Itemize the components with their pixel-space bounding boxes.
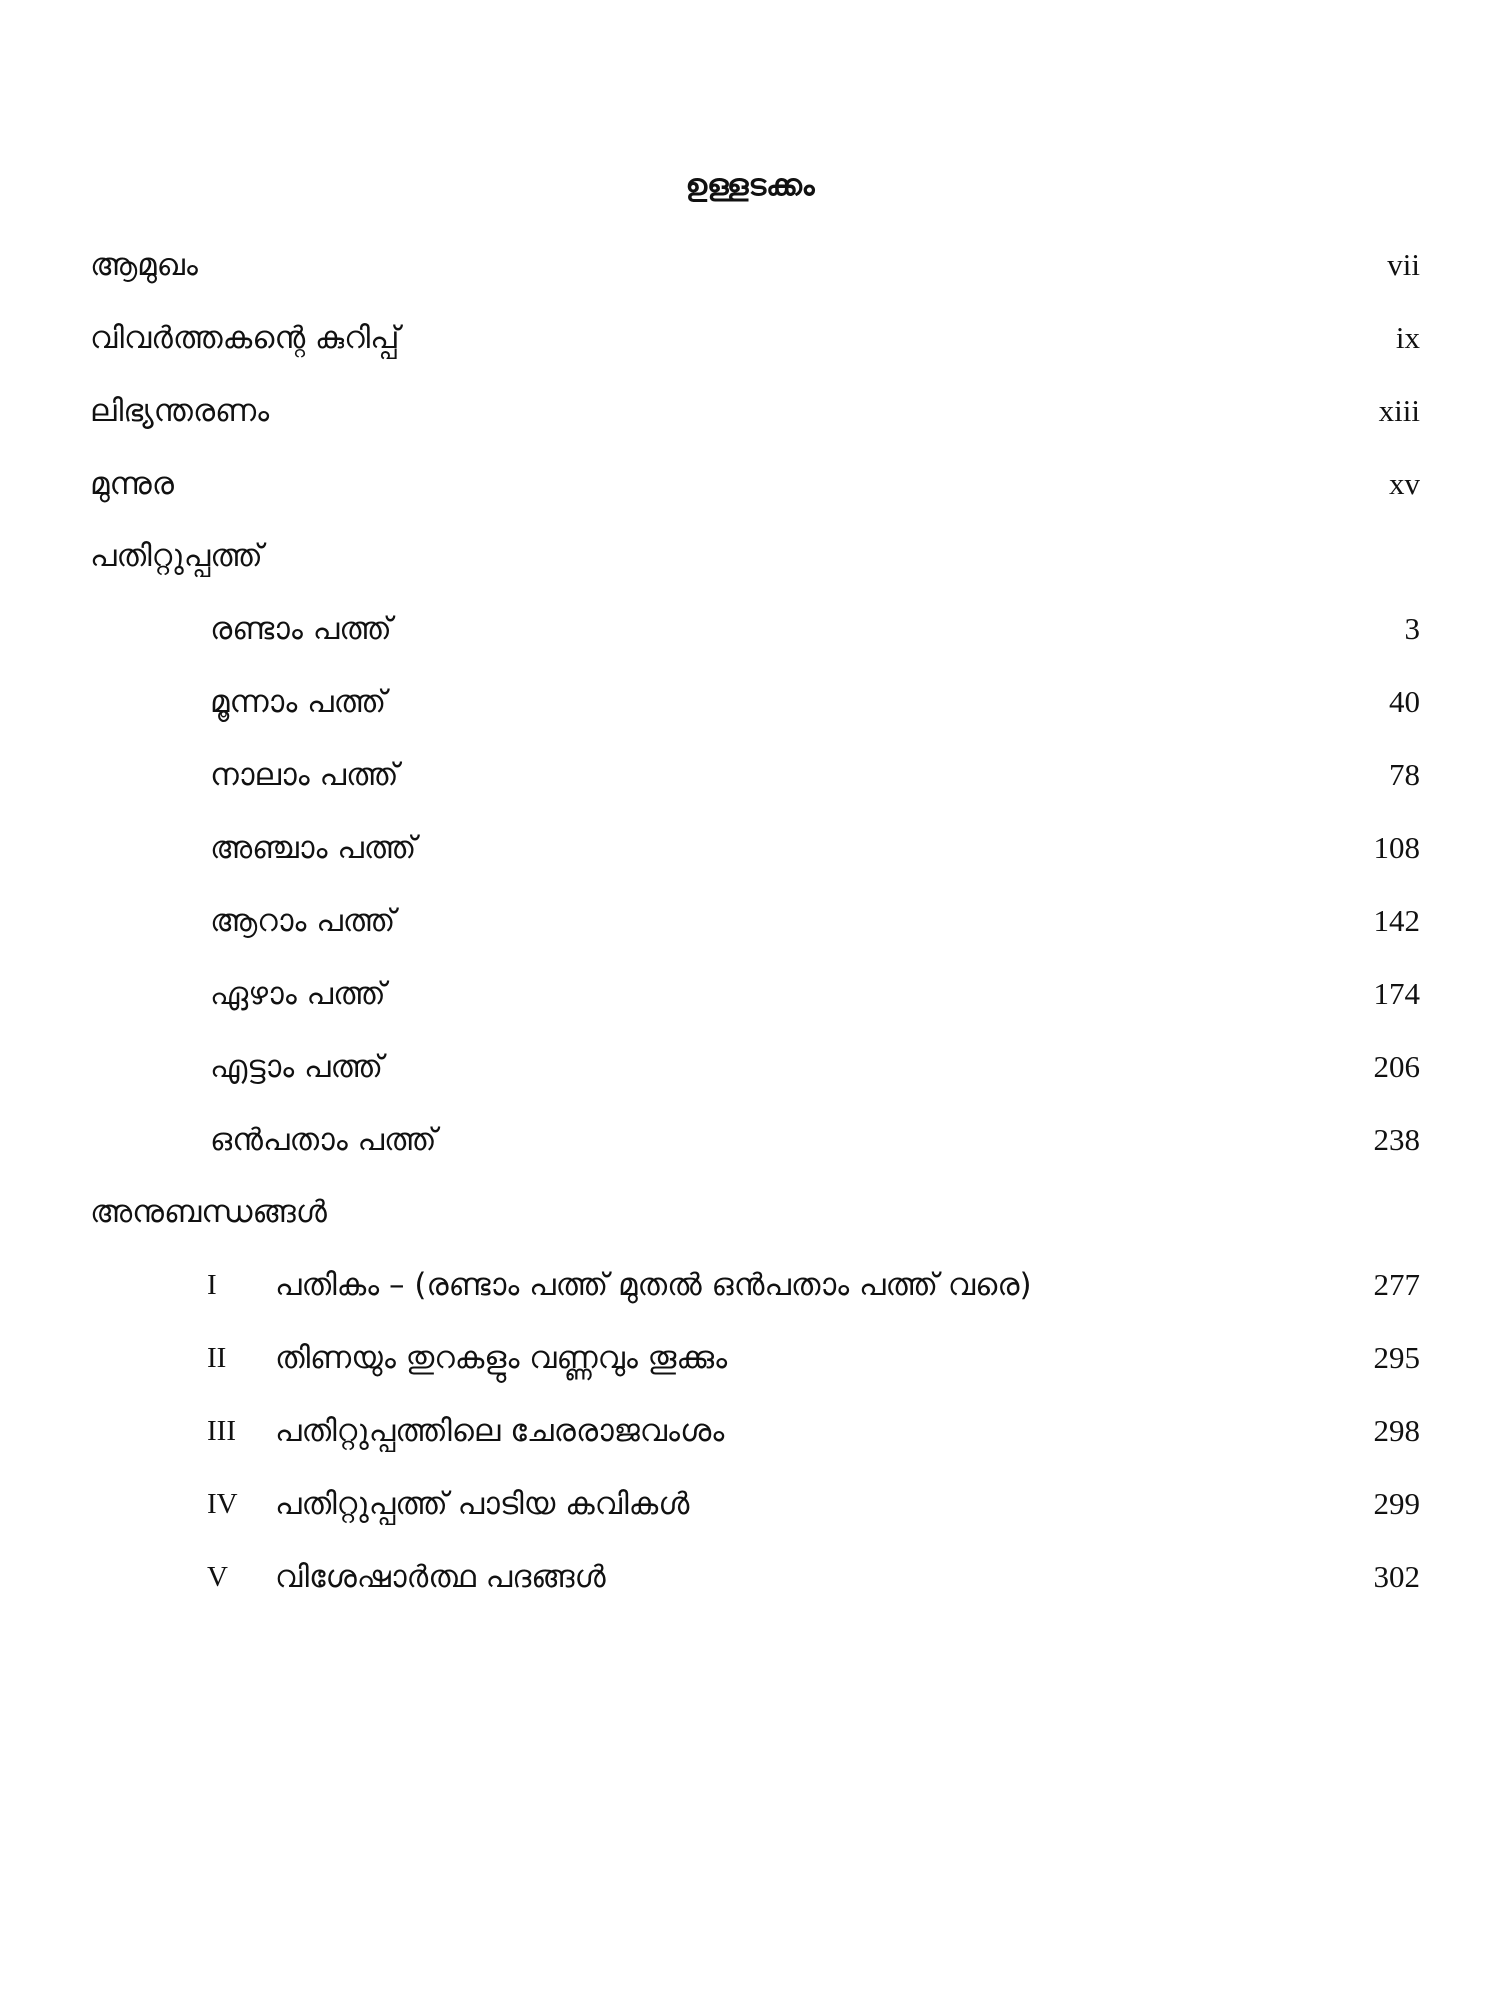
appendix-number: I xyxy=(207,1269,217,1301)
toc-entry-page: 3 xyxy=(1404,611,1420,646)
toc-section-heading xyxy=(90,531,1420,581)
toc-entry-label: വിവർത്തകന്റെ കുറിപ്പ് xyxy=(90,320,400,356)
toc-entry-page: 174 xyxy=(1373,976,1420,1011)
toc-entry xyxy=(90,386,1420,436)
toc-entry-label: വിശേഷാർത്ഥ പദങ്ങൾ xyxy=(275,1559,606,1595)
toc-subentry xyxy=(90,604,1420,654)
toc-subentry xyxy=(90,750,1420,800)
toc-section-label: പതിറ്റുപ്പത്ത് xyxy=(90,538,263,574)
toc-subentry xyxy=(90,969,1420,1019)
toc-entry-page: 108 xyxy=(1373,830,1420,865)
toc-entry-label: ഒൻപതാം പത്ത് xyxy=(210,1122,437,1158)
toc-entry-label: തിണയും തുറകളും വണ്ണവും തൂക്കും xyxy=(275,1340,728,1376)
toc-appendix-entry xyxy=(90,1260,1420,1310)
toc-entry-page: xiii xyxy=(1378,393,1420,428)
toc-entry-page: 40 xyxy=(1389,684,1420,719)
toc-subentry xyxy=(90,1042,1420,1092)
toc-appendix-entry xyxy=(90,1479,1420,1529)
toc-appendix-entry xyxy=(90,1333,1420,1383)
toc-entry-page: 295 xyxy=(1373,1340,1420,1375)
toc-entry-label: പതികം – (രണ്ടാം പത്ത് മുതൽ ഒൻപതാം പത്ത് വരെ) xyxy=(275,1267,1032,1303)
toc-entry-label: ആമുഖം xyxy=(90,247,198,283)
toc-subentry xyxy=(90,1115,1420,1165)
toc-entry xyxy=(90,240,1420,290)
toc-entry-label: മൂന്നാം പത്ത് xyxy=(210,684,387,720)
toc-entry xyxy=(90,313,1420,363)
toc-entry-page: ix xyxy=(1395,320,1420,355)
toc-entry-page: vii xyxy=(1387,247,1420,282)
toc-entry-label: ഏഴാം പത്ത് xyxy=(210,976,386,1012)
toc-entry-label: രണ്ടാം പത്ത് xyxy=(210,611,392,647)
toc-entry-label: എട്ടാം പത്ത് xyxy=(210,1049,384,1085)
toc-entry-page: 298 xyxy=(1373,1413,1420,1448)
toc-entry-page: xv xyxy=(1389,466,1420,501)
toc-entry-label: മുന്നുര xyxy=(90,466,174,502)
toc-entry-label: ആറാം പത്ത് xyxy=(210,903,396,939)
toc-entry-page: 238 xyxy=(1373,1122,1420,1157)
toc-entry-label: അഞ്ചാം പത്ത് xyxy=(210,830,417,866)
toc-appendix-entry xyxy=(90,1552,1420,1602)
toc-subentry xyxy=(90,823,1420,873)
toc-subentry xyxy=(90,896,1420,946)
toc-entry-label: പതിറ്റുപ്പത്ത് പാടിയ കവികൾ xyxy=(275,1486,690,1522)
toc-entry-page: 78 xyxy=(1389,757,1420,792)
toc-entry-page: 142 xyxy=(1373,903,1420,938)
toc-entry xyxy=(90,459,1420,509)
page-title: ഉള്ളടക്കം xyxy=(685,168,815,203)
toc-entry-label: ലിഭ്യന്തരണം xyxy=(90,393,270,429)
toc-entry-page: 299 xyxy=(1373,1486,1420,1521)
appendix-number: IV xyxy=(207,1488,238,1520)
toc-entry-page: 277 xyxy=(1373,1267,1420,1302)
toc-entry-page: 302 xyxy=(1373,1559,1420,1594)
toc-section-heading xyxy=(90,1187,1420,1237)
toc-entry-label: പതിറ്റുപ്പത്തിലെ ചേരരാജവംശം xyxy=(275,1413,725,1449)
toc-subentry xyxy=(90,677,1420,727)
appendix-number: III xyxy=(207,1415,236,1447)
toc-entry-page: 206 xyxy=(1373,1049,1420,1084)
appendix-number: II xyxy=(207,1342,227,1374)
appendix-number: V xyxy=(207,1561,228,1593)
toc-appendix-entry xyxy=(90,1406,1420,1456)
toc-section-label: അനുബന്ധങ്ങൾ xyxy=(90,1194,327,1230)
toc-entry-label: നാലാം പത്ത് xyxy=(210,757,399,793)
